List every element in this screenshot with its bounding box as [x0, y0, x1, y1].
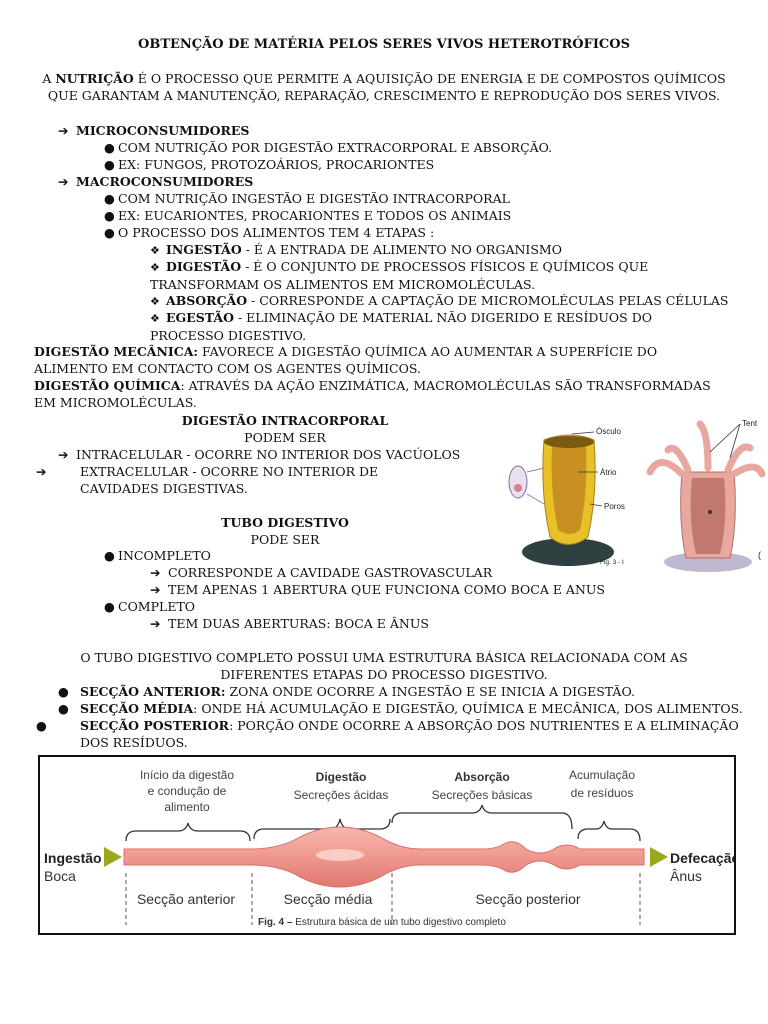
seccao-text: ZONA ONDE OCORRE A INGESTÃO E SE INICIA A DIGESTÃO. [225, 684, 635, 699]
fig4-caption-text: Estrutura básica de um tubo digestivo completo [292, 917, 506, 928]
fig4-box [38, 755, 736, 935]
macro-item [104, 190, 510, 207]
seccao-term: SECÇÃO POSTERIOR [80, 718, 230, 733]
basicas-label: Secreções básicas [431, 788, 533, 802]
sponge-atrium [552, 443, 587, 534]
bullet-icon: ● [58, 684, 69, 699]
seccao-text: : ONDE HÁ ACUMULAÇÃO E DIGESTÃO, QUÍMICA E MECÂNICA, DOS ALIMENTOS. [193, 701, 743, 716]
step-term: ABSORÇÃO [166, 293, 248, 308]
tubo-heading: TUBO DIGESTIVO [221, 515, 349, 530]
intracorporal-sub: PODEM SER [244, 430, 326, 445]
intracorporal-item [36, 463, 460, 497]
micro-item-text: COM NUTRIÇÃO POR DIGESTÃO EXTRACORPORAL E ABSORÇÃO. [118, 140, 553, 155]
intro-term: NUTRIÇÃO [55, 71, 134, 86]
mecanica-paragraph [34, 343, 714, 377]
tubo-incompleto-item [150, 581, 605, 598]
intracorporal-item [58, 446, 460, 463]
ingestao-arrow-icon [104, 847, 122, 867]
brace-acumulacao [578, 821, 640, 841]
bullet-icon: ● [104, 157, 115, 172]
seccao-posterior-label: Secção posterior [475, 891, 581, 907]
macro-item [104, 207, 511, 224]
brace-absorcao [392, 805, 572, 829]
ingestao-label: Ingestão [44, 850, 102, 866]
fig4-caption-bold: Fig. 4 – [258, 917, 293, 928]
arrow-icon: ➔ [150, 582, 161, 597]
boca-label: Boca [44, 868, 76, 884]
bullet-icon: ● [104, 208, 115, 223]
seccao-item [58, 683, 635, 700]
intracorporal-item-text: INTRACELULAR - OCORRE NO INTERIOR DOS VACÚOLOS [76, 447, 461, 462]
step-item [150, 309, 706, 344]
intro-text: É O PROCESSO QUE PERMITE A AQUISIÇÃO DE ENERGIA E DE COMPOSTOS QUÍMICOS QUE GARANTAM A MANUTENÇÃO, REPARAÇÃO, CRESCIMENTO E REPRODUÇÃO DOS SERES VIVOS. [47, 71, 726, 103]
atrio-label: Átrio [600, 468, 617, 477]
bullet-icon: ● [104, 225, 115, 240]
fig4-caption [258, 917, 506, 928]
absorcao-label: Absorção [454, 770, 510, 784]
quimica-text: : ATRAVÉS DA AÇÃO ENZIMÁTICA, MACROMOLÉCULAS SÃO TRANSFORMADAS EM MICROMOLÉCULAS. [34, 378, 711, 410]
micro-item [104, 156, 434, 173]
fig3-sponge-illustration [500, 412, 768, 577]
macro-heading [58, 173, 253, 190]
anus-label: Ânus [670, 868, 702, 884]
seccao-media-label: Secção média [283, 891, 373, 907]
arrow-icon: ➔ [150, 616, 161, 631]
step-text: - CORRESPONDE A CAPTAÇÃO DE MICROMOLÉCULAS PELAS CÉLULAS [247, 293, 729, 308]
small-organism [509, 466, 527, 498]
macro-item-text: O PROCESSO DOS ALIMENTOS TEM 4 ETAPAS : [118, 225, 435, 240]
hydra-cavity [691, 478, 726, 554]
step-term: EGESTÃO [166, 310, 234, 325]
inicio-label: e condução de [147, 784, 227, 798]
organism-nucleus [514, 484, 522, 492]
intro-paragraph [40, 70, 728, 104]
brace-anterior [126, 823, 250, 841]
diamond-bullet-icon: ❖ [150, 312, 160, 325]
macro-item-text: EX: EUCARIONTES, PROCARIONTES E TODOS OS ANIMAIS [118, 208, 512, 223]
tubo-completo [104, 598, 195, 615]
arrow-icon: ➔ [58, 447, 69, 462]
acidas-label: Secreções ácidas [293, 788, 389, 802]
tubo-incompleto-item [150, 564, 492, 581]
tubo-completo-text: COMPLETO [118, 599, 196, 614]
tube-highlight [316, 849, 364, 861]
seccao-term: SECÇÃO MÉDIA [80, 701, 194, 716]
mecanica-text: FAVORECE A DIGESTÃO QUÍMICA AO AUMENTAR A SUPERFÍCIE DO ALIMENTO EM CONTACTO COM OS AGENTES QUÍMICOS. [34, 344, 658, 376]
arrow-icon: ➔ [150, 565, 161, 580]
intracorporal-item-text: EXTRACELULAR - OCORRE NO INTERIOR DE CAVIDADES DIGESTIVAS. [80, 464, 379, 496]
diamond-bullet-icon: ❖ [150, 261, 160, 274]
defecacao-arrow-icon [650, 847, 668, 867]
bullet-icon: ● [104, 548, 115, 563]
step-text: - É O CONJUNTO DE PROCESSOS FÍSICOS E QUÍMICOS QUE TRANSFORMAM OS ALIMENTOS EM MICROMOLÉCULAS. [150, 259, 649, 292]
step-item [150, 258, 740, 293]
macro-item [104, 224, 434, 241]
quimica-paragraph [34, 377, 724, 411]
step-term: DIGESTÃO [166, 259, 242, 274]
fig4-digestive-tube [40, 757, 734, 933]
quimica-term: DIGESTÃO QUÍMICA [34, 378, 181, 393]
osculo-label: Ósculo [596, 427, 621, 436]
label-dot [708, 510, 712, 514]
micro-item [104, 139, 552, 156]
micro-heading-text: MICROCONSUMIDORES [76, 123, 250, 138]
seccao-text: : PORÇÃO ONDE OCORRE A ABSORÇÃO DOS NUTRIENTES E A ELIMINAÇÃO DOS RESÍDUOS. [80, 718, 739, 750]
tubo-sub: PODE SER [250, 532, 320, 547]
arrow-icon: ➔ [36, 464, 47, 479]
micro-heading [58, 122, 249, 139]
mecanica-term: DIGESTÃO MECÂNICA: [34, 344, 199, 359]
macro-heading-text: MACROCONSUMIDORES [76, 174, 254, 189]
step-text: - É A ENTRADA DE ALIMENTO NO ORGANISMO [241, 242, 562, 257]
step-text: - ELIMINAÇÃO DE MATERIAL NÃO DIGERIDO E RESÍDUOS DO PROCESSO DIGESTIVO. [150, 310, 652, 343]
poros-label: Poros [604, 502, 625, 511]
tentaculos-label: Tent [742, 419, 758, 428]
tubo-item-text: TEM APENAS 1 ABERTURA QUE FUNCIONA COMO BOCA E ANUS [168, 582, 605, 597]
bullet-icon: ● [58, 701, 69, 716]
step-item [150, 292, 728, 310]
step-item [150, 241, 562, 259]
sponge-osculum [544, 436, 594, 448]
diamond-bullet-icon: ❖ [150, 295, 160, 308]
fig3-caption: Fig. 3 - I [600, 559, 624, 566]
tubo-incompleto-text: INCOMPLETO [118, 548, 211, 563]
intro-prefix: A [42, 71, 56, 86]
seccao-anterior-label: Secção anterior [136, 891, 236, 907]
diamond-bullet-icon: ❖ [150, 244, 160, 257]
bullet-icon: ● [36, 718, 47, 733]
defecacao-label: Defecação [670, 850, 734, 866]
seccao-item [58, 700, 743, 717]
digestive-tube [124, 827, 644, 887]
seccao-term: SECÇÃO ANTERIOR: [80, 684, 226, 699]
tubo-item-text: CORRESPONDE A CAVIDADE GASTROVASCULAR [168, 565, 493, 580]
inicio-label: alimento [164, 800, 210, 814]
page-title: OBTENÇÃO DE MATÉRIA PELOS SERES VIVOS HETEROTRÓFICOS [138, 37, 630, 52]
completo-paragraph: O TUBO DIGESTIVO COMPLETO POSSUI UMA ESTRUTURA BÁSICA RELACIONADA COM AS DIFERENTES ETAPAS DO PROCESSO DIGESTIVO. [80, 650, 688, 682]
arrow-icon: ➔ [58, 123, 69, 138]
step-term: INGESTÃO [166, 242, 242, 257]
tubo-completo-item [150, 615, 429, 632]
acumulacao-label: Acumulação [568, 768, 636, 782]
bullet-icon: ● [104, 191, 115, 206]
macro-item-text: COM NUTRIÇÃO INGESTÃO E DIGESTÃO INTRACORPORAL [118, 191, 510, 206]
acumulacao-label: de resíduos [570, 786, 634, 800]
inicio-label: Início da digestão [139, 768, 235, 782]
tubo-item-text: TEM DUAS ABERTURAS: BOCA E ÂNUS [168, 616, 429, 631]
digestao-label: Digestão [315, 770, 367, 784]
arrow-icon: ➔ [58, 174, 69, 189]
seccao-item [36, 717, 740, 751]
fig3-paren: ( [758, 550, 761, 560]
tubo-incompleto [104, 547, 211, 564]
bullet-icon: ● [104, 140, 115, 155]
micro-item-text: EX: FUNGOS, PROTOZOÁRIOS, PROCARIONTES [118, 157, 435, 172]
intracorporal-heading: DIGESTÃO INTRACORPORAL [181, 413, 389, 428]
bullet-icon: ● [104, 599, 115, 614]
